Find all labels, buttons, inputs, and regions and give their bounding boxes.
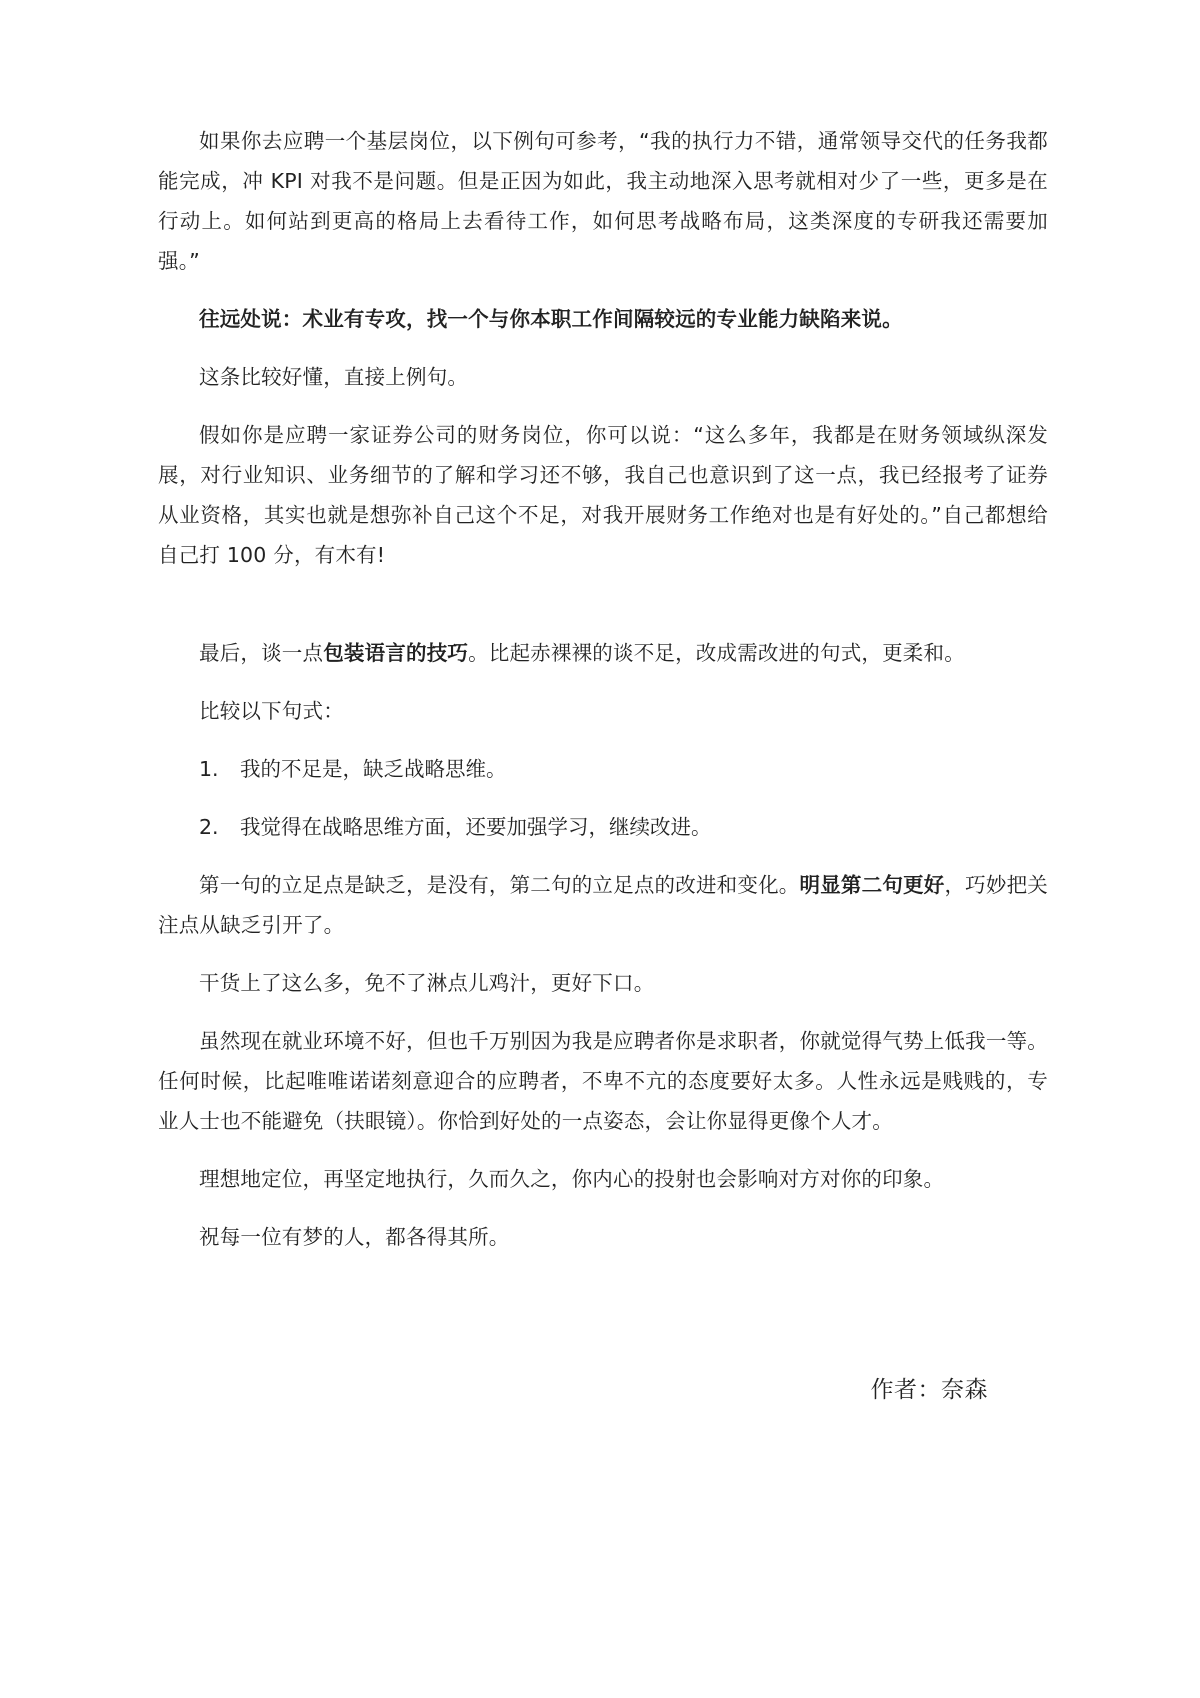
text-segment: 。比起赤裸裸的谈不足，改成需改进的句式，更柔和。 (468, 641, 965, 665)
text-segment: ，巧妙把关注点从缺乏引开了。 (158, 873, 1048, 937)
list-text: 我的不足是，缺乏战略思维。 (240, 757, 507, 781)
list-item (158, 749, 1048, 789)
paragraph-basic-position-example: 如果你去应聘一个基层岗位，以下例句可参考，“我的执行力不错，通常领导交代的任务我都能完成，冲 KPI 对我不是问题。但是正因为如此，我主动地深入思考就相对少了一些，更多是在行动上。如何站到更高的格局上去看待工作，如何思考战略布局，这类深度的专研我还需要加强。” (158, 129, 1048, 273)
list-item (158, 807, 1048, 847)
list-number: 2. (199, 815, 219, 839)
paragraph-far-away-tip: 往远处说：术业有专攻，找一个与你本职工作间隔较远的专业能力缺陷来说。 (199, 307, 903, 331)
author-signature: 作者：奈森 (870, 1377, 988, 1403)
paragraph-job-environment: 虽然现在就业环境不好，但也千万别因为我是应聘者你是求职者，你就觉得气势上低我一等。任何时候，比起唯唯诺诺刻意迎合的应聘者，不卑不亢的态度要好太多。人性永远是贱贱的，专业人士也不能避免（扶眼镜）。你恰到好处的一点姿态，会让你显得更像个人才。 (158, 1029, 1048, 1133)
paragraph-second-is-better (158, 865, 1048, 945)
paragraph-securities-example: 假如你是应聘一家证券公司的财务岗位，你可以说：“这么多年，我都是在财务领域纵深发展，对行业知识、业务细节的了解和学习还不够，我自己也意识到了这一点，我已经报考了证券从业资格，其实也就是想弥补自己这个不足，对我开展财务工作绝对也是有好处的。”自己都想给自己打 100 分，有木有! (158, 423, 1048, 567)
paragraph-positioning: 理想地定位，再坚定地执行，久而久之，你内心的投射也会影响对方对你的印象。 (199, 1167, 945, 1191)
text-segment: 第一句的立足点是缺乏，是没有，第二句的立足点的改进和变化。 (199, 873, 800, 897)
list-text: 我觉得在战略思维方面，还要加强学习，继续改进。 (240, 815, 712, 839)
bold-text-segment: 明显第二句更好 (799, 873, 945, 897)
text-segment: 最后，谈一点 (199, 641, 324, 665)
paragraph-blessing: 祝每一位有梦的人，都各得其所。 (199, 1225, 510, 1249)
list-number: 1. (199, 757, 219, 781)
paragraph-language-technique (158, 633, 1048, 673)
paragraph-chicken-soup: 干货上了这么多，免不了淋点儿鸡汁，更好下口。 (199, 971, 655, 995)
bold-text-segment: 包装语言的技巧 (323, 641, 469, 665)
paragraph-easy-to-understand: 这条比较好懂，直接上例句。 (199, 365, 469, 389)
article-body (158, 121, 1048, 1257)
paragraph-compare-sentences: 比较以下句式： (199, 699, 344, 723)
